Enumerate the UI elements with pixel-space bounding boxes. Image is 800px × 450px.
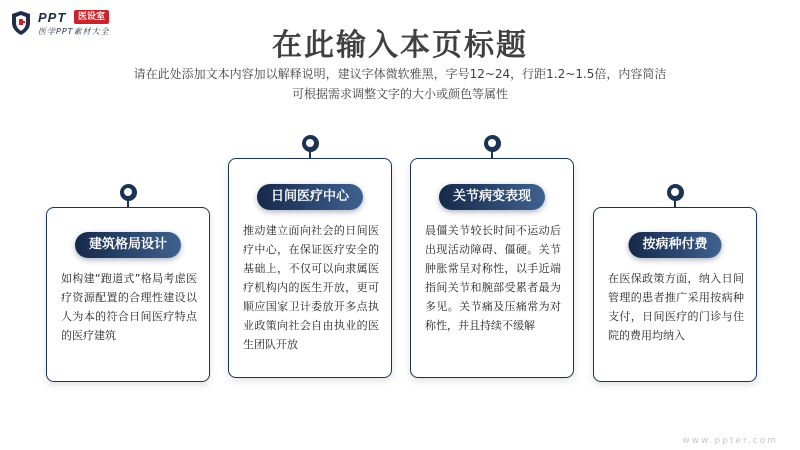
card-day-care-center xyxy=(228,158,392,378)
subtitle-line: 可根据需求调整文字的大小或颜色等属性 xyxy=(291,87,508,101)
circle-dot-icon xyxy=(484,135,501,152)
card-title: 日间医疗中心 xyxy=(257,184,363,210)
card-disease-payment xyxy=(593,207,757,382)
card-body: 晨僵关节较长时间不运动后出现活动障碍、僵硬。关节肿胀常呈对称性，以手近端指间关节和腕部受累者最为多见。关节痛及压痛常为对称性，并且持续不缓解 xyxy=(425,224,561,332)
card-joint-lesions xyxy=(410,158,574,378)
circle-dot-icon xyxy=(120,184,137,201)
card-title: 关节病变表现 xyxy=(439,184,545,210)
circle-dot-icon xyxy=(302,135,319,152)
logo-brand: PPT xyxy=(38,10,67,25)
card-body: 如构建“跑道式”格局考虑医疗资源配置的合理性建设以人为本的符合日间医疗特点的医疗建筑 xyxy=(61,272,197,342)
card-body: 推动建立面向社会的日间医疗中心，在保证医疗安全的基础上，不仅可以向隶属医疗机构内的医生开放，更可顺应国家卫计委放开多点执业政策向社会自由执业的医生团队开放 xyxy=(243,224,379,351)
subtitle-line: 请在此处添加文本内容加以解释说明，建议字体微软雅黑，字号12~24，行距1.2~1.5倍，内容简洁 xyxy=(133,67,667,81)
card-title: 按病种付费 xyxy=(628,232,721,258)
circle-dot-icon xyxy=(667,184,684,201)
page-subtitle xyxy=(60,64,740,104)
logo-badge: 医设室 xyxy=(74,10,109,24)
card-body: 在医保政策方面，纳入日间管理的患者推广采用按病种支付，日间医疗的门诊与住院的费用均纳入 xyxy=(608,272,744,342)
logo-subtitle: 医学PPT素材大全 xyxy=(38,27,110,36)
watermark: www.ppter.com xyxy=(682,436,778,446)
card-building-layout xyxy=(46,207,210,382)
card-title: 建筑格局设计 xyxy=(75,232,181,258)
page-title: 在此输入本页标题 xyxy=(272,28,528,63)
